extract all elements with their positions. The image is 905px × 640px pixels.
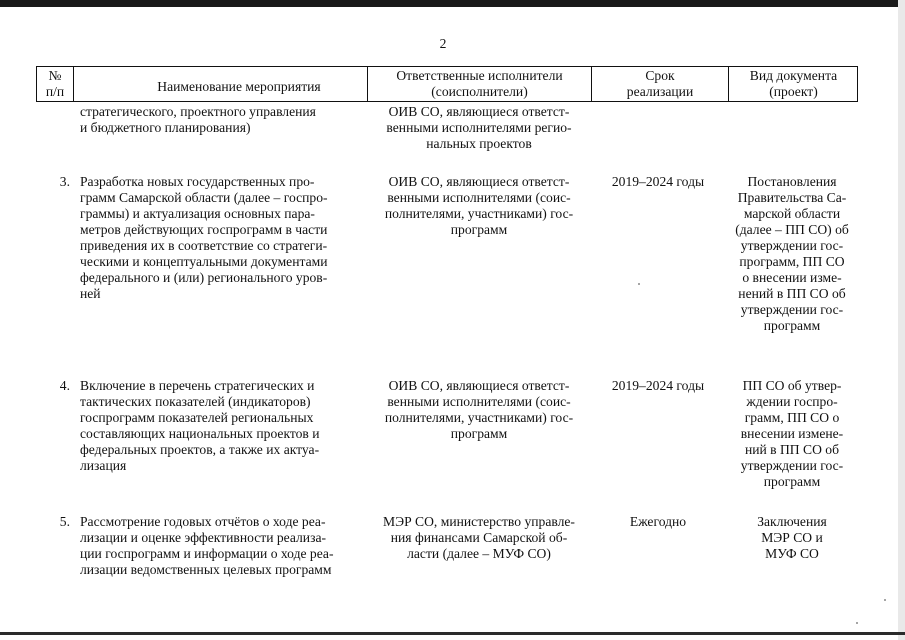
row-doc: ПП СО об утвер- ждении госпро- грамм, ПП СО о внесении измене- ний в ПП СО об утверждении гос- программ: [740, 378, 844, 489]
page-number: 2: [439, 36, 447, 51]
row-executors: МЭР СО, министерство управле- ния финансами Самарской об- ласти (далее – МУФ СО): [383, 514, 575, 561]
row-term: 2019–2024 годы: [611, 174, 705, 189]
row-doc: Постановления Правительства Са- марской области (далее – ПП СО) об утверждении гос- программ, ПП СО о внесении изме- нений в ПП СО об утверждении гос- программ: [735, 174, 849, 333]
row-executors: ОИВ СО, являющиеся ответст- венными исполнителями (соис- полнителями, участниками) гос- программ: [384, 174, 574, 237]
scan-speck: [884, 599, 886, 601]
scan-top-border: [0, 0, 905, 7]
row-term: 2019–2024 годы: [611, 378, 705, 393]
row-term: Ежегодно: [629, 514, 687, 529]
header-term: Срок реализации: [626, 68, 694, 99]
row-number: 4.: [59, 378, 70, 393]
scan-speck: [638, 283, 640, 285]
scan-speck: [856, 622, 858, 624]
scan-right-edge: [898, 0, 905, 640]
row-name: Включение в перечень стратегических и тактических показателей (индикаторов) госпрограмм показателей региональных составляющих национальных проектов и федеральных проектов, а также их актуа- лизация: [80, 378, 320, 473]
row-name: Рассмотрение годовых отчётов о ходе реа- лизации и оценке эффективности реализа- ции госпрограмм и информации о ходе реа- лизации ведомственных целевых программ: [80, 514, 334, 577]
row-executors: ОИВ СО, являющиеся ответст- венными исполнителями (соис- полнителями, участниками) гос- программ: [384, 378, 574, 441]
header-doc: Вид документа (проект): [749, 68, 838, 99]
row-executors: ОИВ СО, являющиеся ответст- венными исполнителями регио- нальных проектов: [386, 104, 572, 151]
row-name: стратегического, проектного управления и бюджетного планирования): [80, 104, 316, 135]
header-num: № п/п: [45, 68, 65, 99]
row-name: Разработка новых государственных про- грамм Самарской области (далее – госпро- граммы) и актуализация основных пара- метров действующих госпрограмм в части приведения их в соответствие со стратеги- ческими и концептуальными документами федерального и (или) регионального уров- ней: [80, 174, 328, 301]
table-header: [36, 66, 858, 102]
header-name: Наименование мероприятия: [157, 79, 321, 94]
scan-bottom-border: [0, 632, 905, 635]
row-number: 5.: [59, 514, 70, 529]
header-executors: Ответственные исполнители (соисполнители): [396, 68, 563, 99]
row-number: 3.: [59, 174, 70, 189]
row-doc: Заключения МЭР СО и МУФ СО: [757, 514, 827, 561]
